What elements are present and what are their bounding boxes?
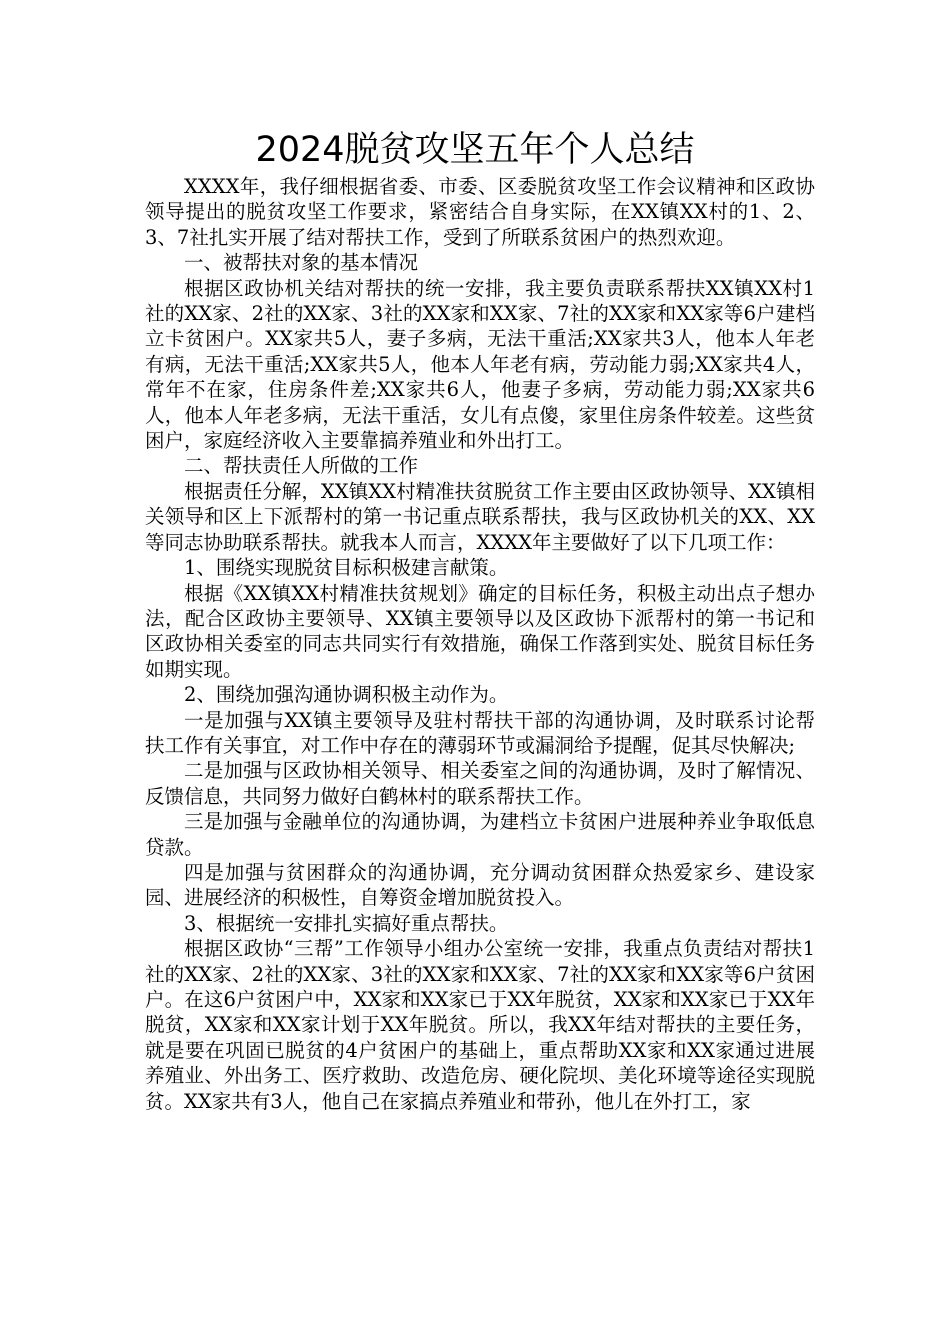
section-heading-1: 一、被帮扶对象的基本情况 xyxy=(184,251,419,275)
paragraph-intro: XXXX年，我仔细根据省委、市委、区委脱贫攻坚工作会议精神和区政协领导提出的脱贫攻坚工作要求，紧密结合自身实际，在XX镇XX村的1、2、3、7社扎实开展了结对帮扶工作，受到了所联系贫困户的热烈欢迎。 xyxy=(145,175,815,249)
paragraph-coordination-1: 一是加强与XX镇主要领导及驻村帮扶干部的沟通协调，及时联系讨论帮扶工作有关事宜，对工作中存在的薄弱环节或漏洞给予提醒，促其尽快解决; xyxy=(145,708,815,757)
section-heading-2: 二、帮扶责任人所做的工作 xyxy=(184,454,419,478)
subheading-1: 1、围绕实现脱贫目标积极建言献策。 xyxy=(184,556,509,580)
document-title: 2024脱贫攻坚五年个人总结 xyxy=(255,130,695,170)
paragraph-suggestions: 根据《XX镇XX村精准扶贫规划》确定的目标任务，积极主动出点子想办法，配合区政协主要领导、XX镇主要领导以及区政协下派帮村的第一书记和区政协相关委室的同志共同实行有效措施，确保工作落到实处、脱贫目标任务如期实现。 xyxy=(145,581,815,681)
paragraph-responsibility: 根据责任分解，XX镇XX村精准扶贫脱贫工作主要由区政协领导、XX镇相关领导和区上下派帮村的第一书记重点联系帮扶，我与区政协机关的XX、XX等同志协助联系帮扶。就我本人而言，XXXX年主要做好了以下几项工作： xyxy=(145,479,815,554)
paragraph-key-assistance: 根据区政协“三帮”工作领导小组办公室统一安排，我重点负责结对帮扶1社的XX家、2社的XX家、3社的XX家和XX家、7社的XX家和XX家等6户贫困户。在这6户贫困户中，XX家和XX家已于XX年脱贫，XX家和XX家已于XX年脱贫，XX家和XX家计划于XX年脱贫。所以，我XX年结对帮扶的主要任务，就是要在巩固已脱贫的4户贫困户的基础上，重点帮助XX家和XX家通过进展养殖业、外出务工、医疗救助、改造危房、硬化院坝、美化环境等途径实现脱贫。XX家共有3人，他自己在家搞点养殖业和带孙，他儿在外打工，家 xyxy=(145,937,815,1113)
document-body xyxy=(145,174,815,1114)
subheading-2: 2、围绕加强沟通协调积极主动作为。 xyxy=(184,683,509,707)
paragraph-coordination-4: 四是加强与贫困群众的沟通协调，充分调动贫困群众热爱家乡、建设家园、进展经济的积极性，自筹资金增加脱贫投入。 xyxy=(145,860,815,910)
paragraph-coordination-2: 二是加强与区政协相关领导、相关委室之间的沟通协调，及时了解情况、反馈信息，共同努力做好白鹤林村的联系帮扶工作。 xyxy=(145,759,815,808)
paragraph-coordination-3: 三是加强与金融单位的沟通协调，为建档立卡贫困户进展种养业争取低息贷款。 xyxy=(145,810,815,859)
paragraph-basic-situation: 根据区政协机关结对帮扶的统一安排，我主要负责联系帮扶XX镇XX村1社的XX家、2社的XX家、3社的XX家和XX家、7社的XX家和XX家等6户建档立卡贫困户。XX家共5人，妻子多病，无法干重活;XX家共3人，他本人年老有病，无法干重活;XX家共5人，他本人年老有病，劳动能力弱;XX家共4人，常年不在家，住房条件差;XX家共6人，他妻子多病，劳动能力弱;XX家共6人，他本人年老多病，无法干重活，女儿有点傻，家里住房条件较差。这些贫困户，家庭经济收入主要靠搞养殖业和外出打工。 xyxy=(145,276,815,453)
subheading-3: 3、根据统一安排扎实搞好重点帮扶。 xyxy=(184,911,509,935)
